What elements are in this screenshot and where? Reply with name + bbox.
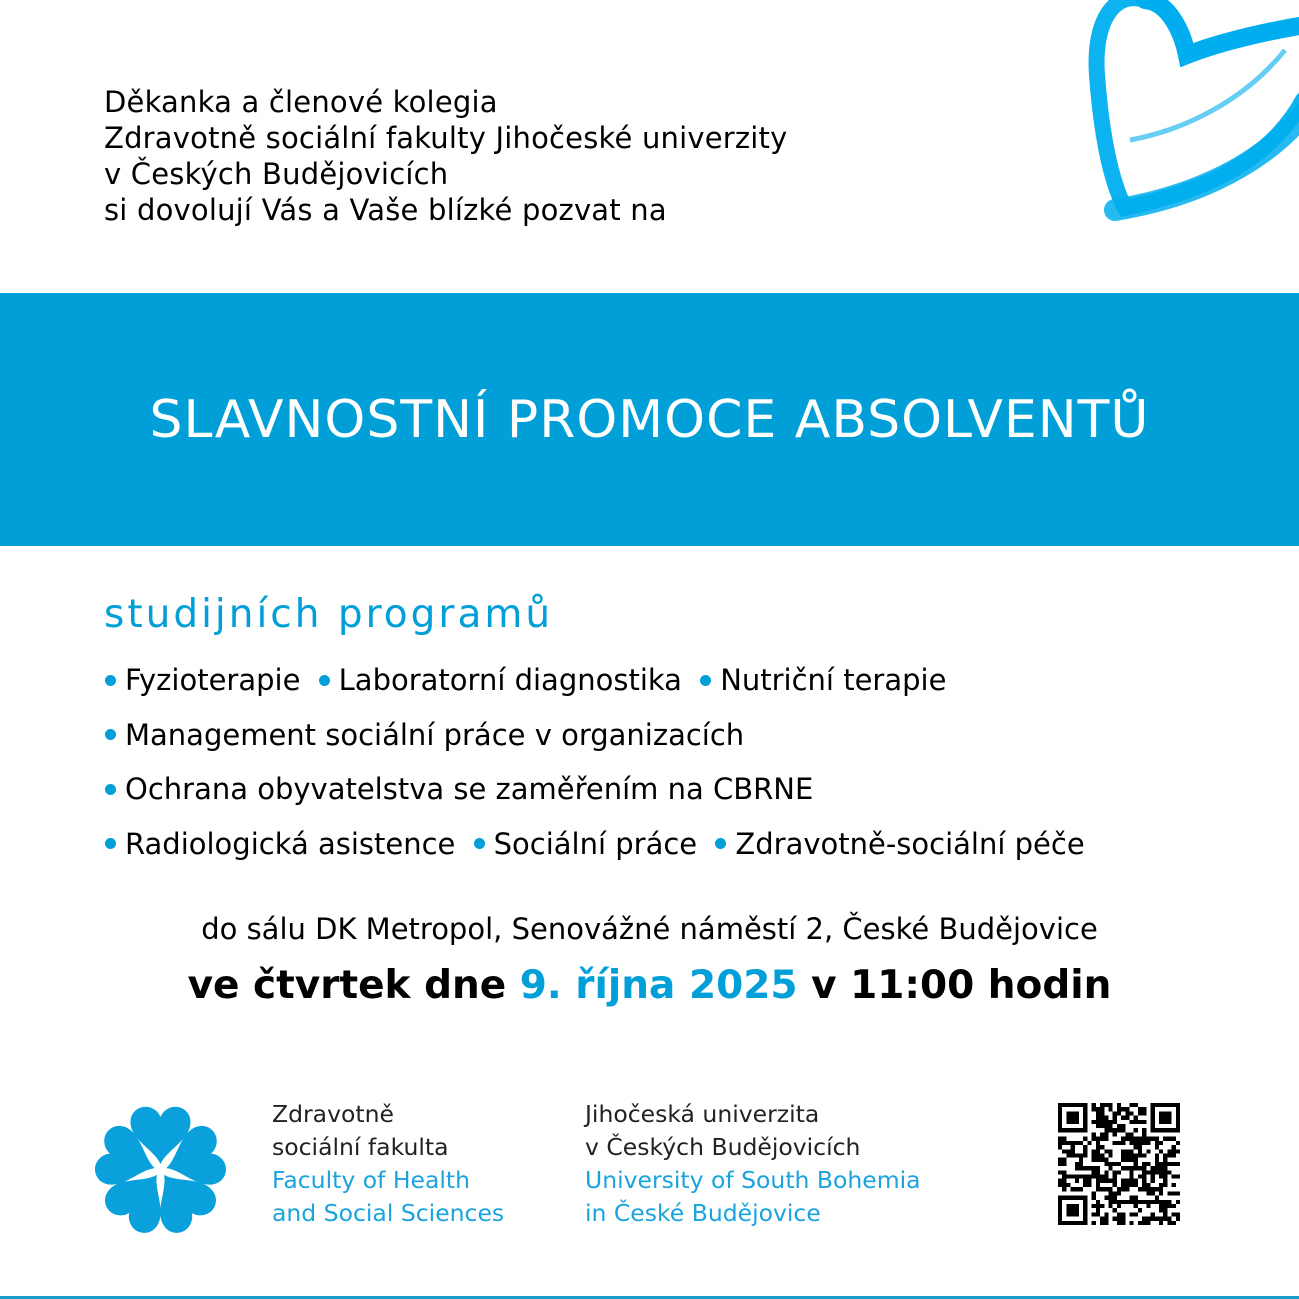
intro-line: v Českých Budějovicích [104, 157, 449, 191]
title-banner [0, 293, 1299, 546]
event-title: SLAVNOSTNÍ PROMOCE ABSOLVENTŮ [149, 389, 1150, 450]
datetime-suffix: v 11:00 hodin [797, 963, 1112, 1008]
event-date: 9. října 2025 [519, 963, 798, 1008]
university-name-en: University of South Bohemia [585, 1166, 921, 1194]
programs-row [102, 715, 1091, 770]
intro-line: Děkanka a členové kolegia [104, 85, 498, 119]
datetime-prefix: ve čtvrtek dne [187, 963, 520, 1008]
event-datetime [0, 963, 1299, 1008]
faculty-name-en: Faculty of Health [272, 1166, 470, 1194]
university-name-cz: v Českých Budějovicích [585, 1133, 861, 1161]
program-item: Laboratorní diagnostika [338, 663, 682, 697]
program-item: Fyzioterapie [125, 663, 301, 697]
faculty-name-cz: Zdravotně [272, 1100, 394, 1128]
brush-heart-icon [1075, 0, 1299, 225]
bullet-icon [715, 838, 726, 849]
bullet-icon [700, 675, 711, 686]
program-item: Radiologická asistence [125, 826, 456, 861]
programs-row [102, 660, 1091, 715]
faculty-logo-text [272, 1098, 504, 1230]
bullet-icon [105, 675, 116, 686]
university-name-en: in České Budějovice [585, 1199, 821, 1227]
programs-list [102, 660, 1091, 878]
programs-row [102, 769, 1091, 824]
university-name-cz: Jihočeská univerzita [585, 1100, 820, 1128]
intro-line: si dovolují Vás a Vaše blízké pozvat na [104, 193, 667, 227]
bullet-icon [319, 675, 330, 686]
program-item: Sociální práce [493, 826, 698, 861]
heart-flower-logo-icon [88, 1100, 233, 1240]
university-logo-text [585, 1098, 921, 1230]
invitation-intro [104, 84, 788, 228]
program-item: Ochrana obyvatelstva se zaměřením na CBRNE [125, 772, 814, 806]
program-item: Nutriční terapie [720, 663, 947, 697]
bullet-icon [105, 784, 116, 795]
program-item: Zdravotně-sociální péče [735, 826, 1085, 861]
venue-text: do sálu DK Metropol, Senovážné náměstí 2, České Budějovice [201, 912, 1098, 946]
programs-heading: studijních programů [104, 592, 554, 637]
programs-row [102, 824, 1091, 879]
bullet-icon [474, 838, 485, 849]
faculty-name-cz: sociální fakulta [272, 1133, 449, 1161]
program-item: Management sociální práce v organizacích [125, 717, 745, 752]
qr-code-icon[interactable] [1058, 1103, 1180, 1225]
intro-line: Zdravotně sociální fakulty Jihočeské univerzity [104, 121, 788, 155]
bullet-icon [105, 729, 116, 740]
bullet-icon [105, 838, 116, 849]
faculty-name-en: and Social Sciences [272, 1199, 505, 1227]
